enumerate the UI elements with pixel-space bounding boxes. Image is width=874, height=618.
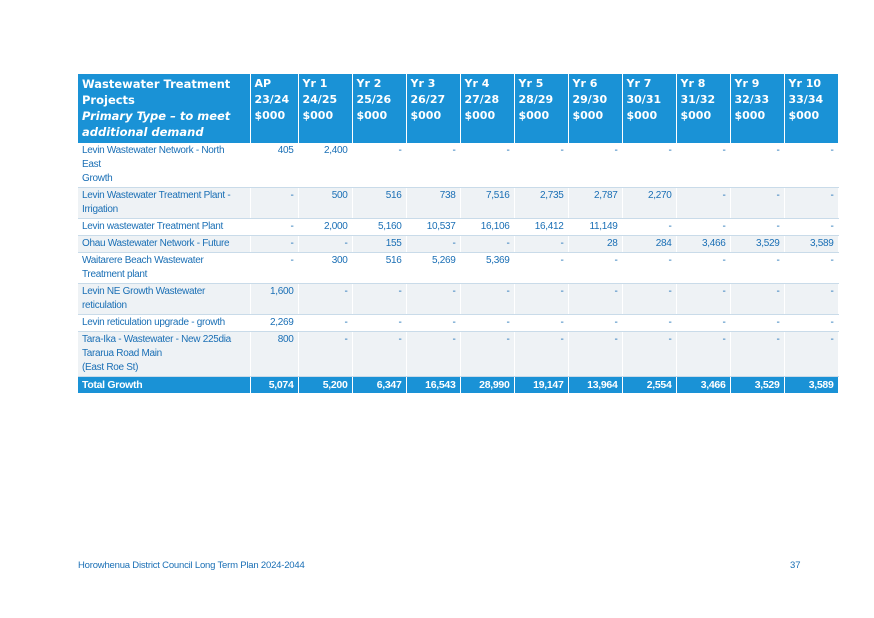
value-cell: 155 (352, 236, 406, 253)
project-name-cell (78, 253, 250, 284)
value-cell: - (298, 284, 352, 315)
project-name-cell (78, 188, 250, 219)
value-cell: - (352, 143, 406, 188)
value-cell: - (784, 284, 838, 315)
header-period: 26/27 (410, 93, 446, 106)
total-row (78, 377, 838, 394)
header-col-yr9 (730, 74, 784, 143)
project-name-cell (78, 315, 250, 332)
table-row (78, 143, 838, 188)
project-name-cell (78, 332, 250, 377)
value-cell: 7,516 (460, 188, 514, 219)
header-unit: $000 (356, 109, 388, 122)
value-cell: - (784, 253, 838, 284)
header-unit: $000 (302, 109, 334, 122)
header-col-yr3 (406, 74, 460, 143)
value-cell: - (514, 143, 568, 188)
total-label: Total Growth (78, 377, 250, 394)
value-cell: 5,160 (352, 219, 406, 236)
page-number: 37 (790, 560, 801, 571)
table-header-row (78, 74, 838, 143)
value-cell: 516 (352, 253, 406, 284)
total-value-cell: 5,074 (250, 377, 298, 394)
value-cell: - (568, 143, 622, 188)
value-cell: - (622, 332, 676, 377)
value-cell: 405 (250, 143, 298, 188)
header-col-yr5 (514, 74, 568, 143)
value-cell: - (730, 188, 784, 219)
value-cell: - (406, 236, 460, 253)
header-col-yr4 (460, 74, 514, 143)
project-name-line: Tara-Ika - Wastewater - New 225dia (82, 334, 231, 345)
value-cell: - (352, 284, 406, 315)
value-cell: - (730, 315, 784, 332)
table-row (78, 236, 838, 253)
header-unit: $000 (788, 109, 820, 122)
header-year: Yr 5 (518, 77, 544, 90)
value-cell: - (676, 219, 730, 236)
value-cell: - (514, 332, 568, 377)
total-value-cell: 3,529 (730, 377, 784, 394)
value-cell: 2,270 (622, 188, 676, 219)
value-cell: - (406, 315, 460, 332)
project-name-line: Waitarere Beach Wastewater (82, 255, 204, 266)
header-year: Yr 7 (626, 77, 652, 90)
header-period: 27/28 (464, 93, 500, 106)
header-unit: $000 (734, 109, 766, 122)
value-cell: - (676, 188, 730, 219)
value-cell: - (460, 284, 514, 315)
value-cell: - (622, 219, 676, 236)
value-cell: - (784, 188, 838, 219)
table-body (78, 143, 838, 393)
value-cell: 3,466 (676, 236, 730, 253)
project-name-line: (East Roe St) (82, 362, 139, 373)
value-cell: - (298, 332, 352, 377)
project-name-line: Levin NE Growth Wastewater (82, 286, 205, 297)
header-year: Yr 6 (572, 77, 598, 90)
project-name-line: Levin Wastewater Network - North East (82, 145, 225, 170)
total-value-cell: 28,990 (460, 377, 514, 394)
value-cell: 2,269 (250, 315, 298, 332)
value-cell: 3,529 (730, 236, 784, 253)
project-name-line: Tararua Road Main (82, 348, 162, 359)
header-col-yr8 (676, 74, 730, 143)
header-year: Yr 3 (410, 77, 436, 90)
total-value-cell: 5,200 (298, 377, 352, 394)
value-cell: - (730, 219, 784, 236)
value-cell: - (784, 219, 838, 236)
header-unit: $000 (410, 109, 442, 122)
value-cell: - (352, 332, 406, 377)
table-row (78, 253, 838, 284)
table-row (78, 284, 838, 315)
header-period: 25/26 (356, 93, 392, 106)
total-value-cell: 3,466 (676, 377, 730, 394)
header-col-yr6 (568, 74, 622, 143)
value-cell: 800 (250, 332, 298, 377)
project-name-line: Irrigation (82, 204, 118, 215)
header-year: Yr 4 (464, 77, 490, 90)
header-subtitle-line: additional demand (82, 125, 204, 139)
value-cell: - (622, 143, 676, 188)
value-cell: - (460, 236, 514, 253)
value-cell: - (250, 253, 298, 284)
value-cell: 28 (568, 236, 622, 253)
value-cell: - (676, 253, 730, 284)
value-cell: 16,106 (460, 219, 514, 236)
project-name-cell (78, 236, 250, 253)
value-cell: - (784, 143, 838, 188)
header-col-ap (250, 74, 298, 143)
value-cell: - (622, 284, 676, 315)
value-cell: - (298, 315, 352, 332)
value-cell: 5,269 (406, 253, 460, 284)
value-cell: - (730, 332, 784, 377)
project-name-cell (78, 284, 250, 315)
value-cell: - (298, 236, 352, 253)
project-name-line: Levin reticulation upgrade - growth (82, 317, 225, 328)
value-cell: 500 (298, 188, 352, 219)
wastewater-projects-table (78, 74, 839, 393)
total-value-cell: 2,554 (622, 377, 676, 394)
project-name-line: Treatment plant (82, 269, 148, 280)
value-cell: - (460, 143, 514, 188)
header-period: 33/34 (788, 93, 824, 106)
table-row (78, 188, 838, 219)
header-period: 24/25 (302, 93, 338, 106)
value-cell: 16,412 (514, 219, 568, 236)
header-period: 31/32 (680, 93, 716, 106)
header-unit: $000 (254, 109, 286, 122)
value-cell: - (568, 315, 622, 332)
value-cell: - (676, 143, 730, 188)
value-cell: 2,787 (568, 188, 622, 219)
value-cell: - (676, 315, 730, 332)
value-cell: 2,400 (298, 143, 352, 188)
footer-document-title: Horowhenua District Council Long Term Plan 2024-2044 (78, 560, 305, 571)
value-cell: - (568, 253, 622, 284)
table-row (78, 315, 838, 332)
header-unit: $000 (572, 109, 604, 122)
project-name-line: reticulation (82, 300, 127, 311)
project-name-line: Growth (82, 173, 113, 184)
value-cell: 11,149 (568, 219, 622, 236)
value-cell: 5,369 (460, 253, 514, 284)
value-cell: - (250, 188, 298, 219)
value-cell: 284 (622, 236, 676, 253)
header-period: 29/30 (572, 93, 608, 106)
value-cell: 738 (406, 188, 460, 219)
value-cell: - (352, 315, 406, 332)
header-year: Yr 10 (788, 77, 822, 90)
value-cell: 516 (352, 188, 406, 219)
value-cell: - (514, 253, 568, 284)
value-cell: - (406, 284, 460, 315)
header-period: 23/24 (254, 93, 290, 106)
value-cell: - (514, 315, 568, 332)
project-name-line: Levin wastewater Treatment Plant (82, 221, 224, 232)
value-cell: 10,537 (406, 219, 460, 236)
value-cell: - (460, 332, 514, 377)
value-cell: - (676, 332, 730, 377)
header-year: Yr 1 (302, 77, 328, 90)
value-cell: - (622, 315, 676, 332)
value-cell: - (622, 253, 676, 284)
header-unit: $000 (626, 109, 658, 122)
header-col-yr1 (298, 74, 352, 143)
header-year: AP (254, 77, 272, 90)
value-cell: 300 (298, 253, 352, 284)
value-cell: - (460, 315, 514, 332)
header-col-yr2 (352, 74, 406, 143)
header-unit: $000 (680, 109, 712, 122)
header-col-yr10 (784, 74, 838, 143)
header-unit: $000 (464, 109, 496, 122)
table-row (78, 332, 838, 377)
value-cell: - (250, 236, 298, 253)
total-value-cell: 19,147 (514, 377, 568, 394)
value-cell: - (568, 332, 622, 377)
value-cell: 3,589 (784, 236, 838, 253)
value-cell: - (730, 284, 784, 315)
header-project-type (78, 74, 250, 143)
value-cell: - (514, 236, 568, 253)
value-cell: - (250, 219, 298, 236)
header-period: 32/33 (734, 93, 770, 106)
header-col-yr7 (622, 74, 676, 143)
header-unit: $000 (518, 109, 550, 122)
value-cell: - (730, 143, 784, 188)
value-cell: - (514, 284, 568, 315)
total-value-cell: 13,964 (568, 377, 622, 394)
value-cell: 2,000 (298, 219, 352, 236)
header-period: 30/31 (626, 93, 662, 106)
project-name-cell (78, 219, 250, 236)
header-year: Yr 8 (680, 77, 706, 90)
header-year: Yr 9 (734, 77, 760, 90)
header-title-line: Projects (82, 93, 135, 107)
project-name-cell (78, 143, 250, 188)
project-name-line: Ohau Wastewater Network - Future (82, 238, 230, 249)
value-cell: - (406, 332, 460, 377)
total-value-cell: 6,347 (352, 377, 406, 394)
value-cell: - (406, 143, 460, 188)
value-cell: - (676, 284, 730, 315)
table-row (78, 219, 838, 236)
header-title-line: Wastewater Treatment (82, 77, 231, 91)
header-subtitle-line: Primary Type – to meet (82, 109, 231, 123)
value-cell: - (784, 332, 838, 377)
total-value-cell: 3,589 (784, 377, 838, 394)
value-cell: - (730, 253, 784, 284)
total-value-cell: 16,543 (406, 377, 460, 394)
value-cell: 1,600 (250, 284, 298, 315)
value-cell: - (784, 315, 838, 332)
value-cell: - (568, 284, 622, 315)
project-name-line: Levin Wastewater Treatment Plant - (82, 190, 231, 201)
header-year: Yr 2 (356, 77, 382, 90)
header-period: 28/29 (518, 93, 554, 106)
value-cell: 2,735 (514, 188, 568, 219)
